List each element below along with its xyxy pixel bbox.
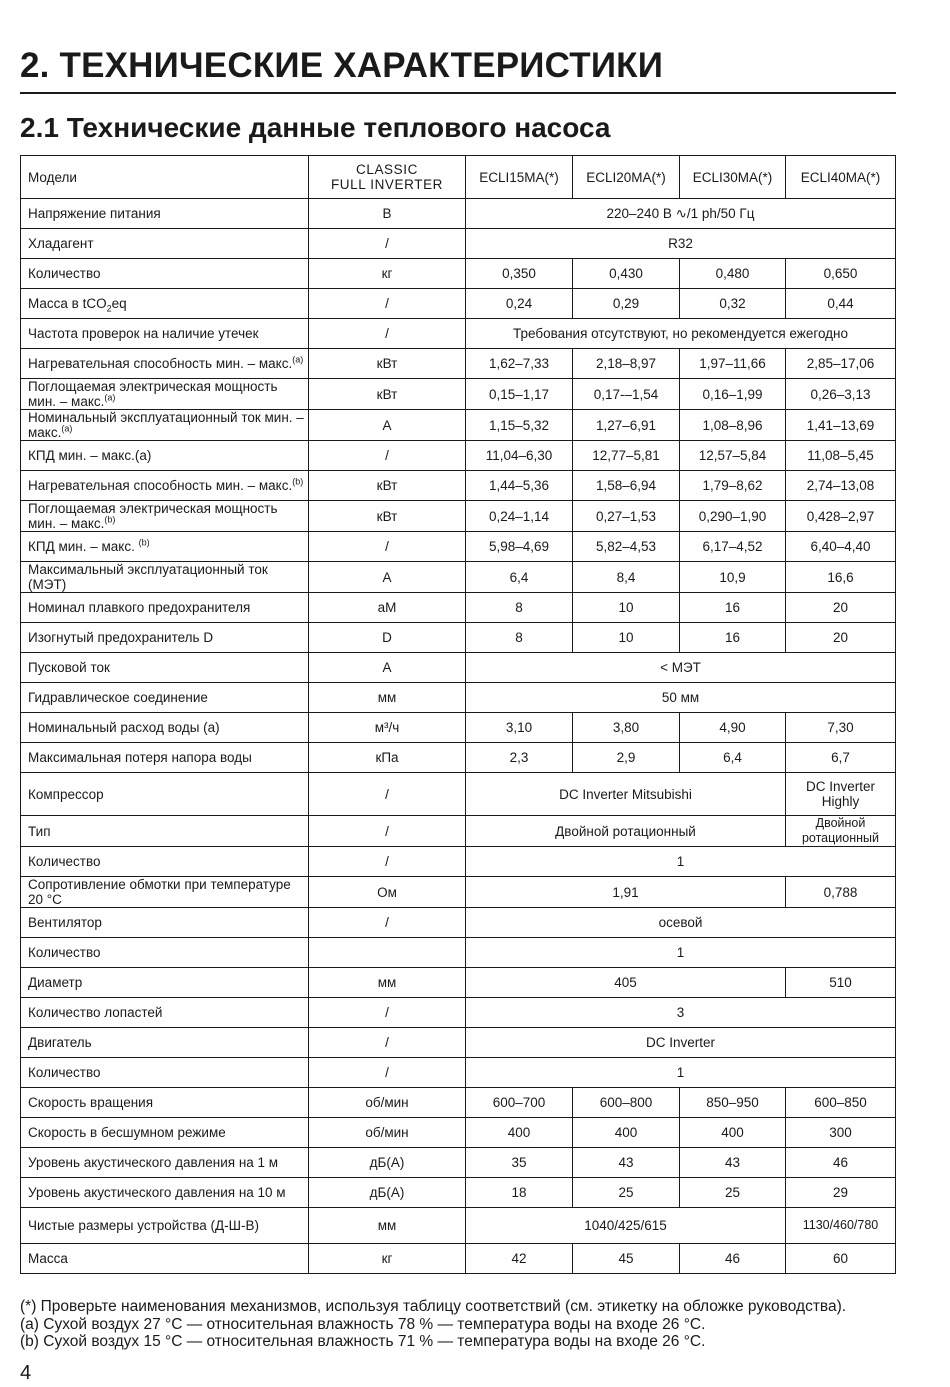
row-label <box>21 319 309 349</box>
row-label <box>21 1118 309 1148</box>
row-unit: / <box>309 908 466 938</box>
row-value: 12,77–5,81 <box>573 441 680 471</box>
row-value: 4,90 <box>680 713 786 743</box>
row-label-text: Масса <box>28 1251 68 1266</box>
table-row-comp-type <box>21 816 896 847</box>
row-label <box>21 773 309 816</box>
row-unit: об/мин <box>309 1088 466 1118</box>
table-header-row <box>21 156 896 199</box>
row-value: 16 <box>680 593 786 623</box>
row-value: 3 <box>466 998 896 1028</box>
table-row-speed <box>21 1088 896 1118</box>
row-value: DC Inverter Highly <box>786 773 896 816</box>
row-value: 1,08–8,96 <box>680 410 786 441</box>
row-unit: / <box>309 532 466 562</box>
row-value: 2,85–17,06 <box>786 349 896 379</box>
row-label <box>21 1058 309 1088</box>
table-row-hydraulic <box>21 683 896 713</box>
table-row-refrigerant <box>21 229 896 259</box>
row-unit: / <box>309 816 466 847</box>
row-label <box>21 562 309 593</box>
row-value: 0,350 <box>466 259 573 289</box>
row-value: 0,428–2,97 <box>786 501 896 532</box>
row-label <box>21 229 309 259</box>
row-label <box>21 349 309 379</box>
row-value: 12,57–5,84 <box>680 441 786 471</box>
row-unit: aM <box>309 593 466 623</box>
row-unit: м³/ч <box>309 713 466 743</box>
row-unit: D <box>309 623 466 653</box>
row-value: 46 <box>786 1148 896 1178</box>
row-value: 0,480 <box>680 259 786 289</box>
header-model-4: ECLI40MA(*) <box>786 156 896 199</box>
header-model-1: ECLI15MA(*) <box>466 156 573 199</box>
table-row-heating-a <box>21 349 896 379</box>
row-label <box>21 713 309 743</box>
row-value: 8 <box>466 593 573 623</box>
row-value: 7,30 <box>786 713 896 743</box>
row-value: 0,24–1,14 <box>466 501 573 532</box>
table-row-noise-10m <box>21 1178 896 1208</box>
row-label-text: Частота проверок на наличие утечек <box>28 326 259 341</box>
row-label <box>21 259 309 289</box>
row-unit: / <box>309 847 466 877</box>
table-row-current-a <box>21 410 896 441</box>
row-value: 2,18–8,97 <box>573 349 680 379</box>
row-value: 300 <box>786 1118 896 1148</box>
row-value: 0,29 <box>573 289 680 319</box>
table-row-compressor <box>21 773 896 816</box>
row-unit: / <box>309 319 466 349</box>
row-value: 10 <box>573 623 680 653</box>
row-value: 1 <box>466 847 896 877</box>
table-row-max-current <box>21 562 896 593</box>
row-value: R32 <box>466 229 896 259</box>
row-unit: кВт <box>309 501 466 532</box>
row-value: 400 <box>466 1118 573 1148</box>
table-row-pressure-loss <box>21 743 896 773</box>
row-value: 3,10 <box>466 713 573 743</box>
row-label-text: КПД мин. – макс. <box>28 539 139 554</box>
row-label-text: Уровень акустического давления на 1 м <box>28 1155 279 1170</box>
header-series-line1: CLASSIC <box>356 162 418 177</box>
row-value: 850–950 <box>680 1088 786 1118</box>
row-label <box>21 410 309 441</box>
table-row-silent-speed <box>21 1118 896 1148</box>
row-value: Двойной ротационный <box>466 816 786 847</box>
row-label-subscript: 2 <box>106 303 112 314</box>
row-unit <box>309 938 466 968</box>
row-value: 0,17-–1,54 <box>573 379 680 410</box>
row-value: 400 <box>680 1118 786 1148</box>
row-unit: дБ(А) <box>309 1148 466 1178</box>
row-label-text: Уровень акустического давления на 10 м <box>28 1185 286 1200</box>
table-row-leak-check <box>21 319 896 349</box>
row-value: 10 <box>573 593 680 623</box>
row-label-text: Диаметр <box>28 975 83 990</box>
header-series <box>309 156 466 199</box>
table-row-heating-b <box>21 471 896 501</box>
table-row-winding <box>21 877 896 908</box>
row-label <box>21 623 309 653</box>
row-value: 42 <box>466 1244 573 1274</box>
table-row-mass <box>21 1244 896 1274</box>
table-row-refrigerant-qty <box>21 259 896 289</box>
row-value: 20 <box>786 593 896 623</box>
header-series-line2: FULL INVERTER <box>330 177 444 192</box>
row-label-footnote-mark: (b) <box>104 514 116 525</box>
row-label-text: Чистые размеры устройства (Д-Ш-В) <box>28 1218 260 1233</box>
row-label-footnote-mark: (a) <box>292 354 304 365</box>
row-value: 43 <box>680 1148 786 1178</box>
row-label-text: Скорость вращения <box>28 1095 154 1110</box>
header-model-2: ECLI20MA(*) <box>573 156 680 199</box>
row-value: DC Inverter Mitsubishi <box>466 773 786 816</box>
row-label <box>21 743 309 773</box>
footnotes <box>20 1298 920 1351</box>
row-value: 43 <box>573 1148 680 1178</box>
row-label-text: Напряжение питания <box>28 206 161 221</box>
row-unit: / <box>309 1028 466 1058</box>
row-label-text: Количество <box>28 1065 101 1080</box>
row-label-text: Скорость в бесшумном режиме <box>28 1125 226 1140</box>
row-label-text: Вентилятор <box>28 915 102 930</box>
row-value: 1 <box>466 1058 896 1088</box>
row-value: 25 <box>680 1178 786 1208</box>
row-value: 1 <box>466 938 896 968</box>
row-label-text: Количество лопастей <box>28 1005 163 1020</box>
row-value: 5,82–4,53 <box>573 532 680 562</box>
row-label-text: Двигатель <box>28 1035 92 1050</box>
row-value: 35 <box>466 1148 573 1178</box>
table-row-start-current <box>21 653 896 683</box>
row-label-text: КПД мин. – макс.(a) <box>28 448 152 463</box>
row-value: 1,15–5,32 <box>466 410 573 441</box>
row-value: 20 <box>786 623 896 653</box>
row-value: 0,650 <box>786 259 896 289</box>
row-value: 16,6 <box>786 562 896 593</box>
row-label <box>21 1208 309 1244</box>
row-value: 11,08–5,45 <box>786 441 896 471</box>
section-title: 2. ТЕХНИЧЕСКИЕ ХАРАКТЕРИСТИКИ <box>20 46 664 85</box>
title-divider <box>20 92 896 94</box>
row-value: 8 <box>466 623 573 653</box>
row-value: 6,7 <box>786 743 896 773</box>
subsection-title: 2.1 Технические данные теплового насоса <box>20 112 611 143</box>
row-value: 1,41–13,69 <box>786 410 896 441</box>
row-label-text: Тип <box>28 823 51 839</box>
row-label-text: Пусковой ток <box>28 660 110 675</box>
row-value: 1130/460/780 <box>786 1208 896 1244</box>
row-value: Двойной ротационный <box>786 816 896 847</box>
header-models-label: Модели <box>21 156 309 199</box>
row-label-text: Гидравлическое соединение <box>28 690 208 705</box>
row-value: 2,3 <box>466 743 573 773</box>
row-unit: мм <box>309 1208 466 1244</box>
row-unit: / <box>309 773 466 816</box>
row-value: 18 <box>466 1178 573 1208</box>
row-label-text: Максимальный эксплуатационный ток (МЭТ) <box>28 562 268 592</box>
table-row-water-flow <box>21 713 896 743</box>
row-unit: / <box>309 441 466 471</box>
row-label-text: Количество <box>28 266 101 281</box>
table-row-fan <box>21 908 896 938</box>
row-unit: кВт <box>309 471 466 501</box>
row-label <box>21 199 309 229</box>
row-label <box>21 877 309 908</box>
row-value: 220–240 В ∿/1 ph/50 Гц <box>466 199 896 229</box>
row-label-footnote-mark: (b) <box>292 476 304 487</box>
row-label <box>21 908 309 938</box>
row-label-footnote-mark: (a) <box>61 423 73 434</box>
page-number: 4 <box>20 1362 32 1384</box>
row-value: 600–850 <box>786 1088 896 1118</box>
row-value: 0,788 <box>786 877 896 908</box>
row-value: 1,58–6,94 <box>573 471 680 501</box>
row-value: 1,91 <box>466 877 786 908</box>
row-value: 400 <box>573 1118 680 1148</box>
row-label-text: Нагревательная способность мин. – макс. <box>28 478 293 493</box>
table-row-noise-1m <box>21 1148 896 1178</box>
row-label-text: Максимальная потеря напора воды <box>28 750 252 765</box>
row-value: 50 мм <box>466 683 896 713</box>
row-label <box>21 1028 309 1058</box>
row-value: 45 <box>573 1244 680 1274</box>
row-label <box>21 289 309 319</box>
row-label-footnote-mark: (b) <box>138 537 150 548</box>
row-value: 6,40–4,40 <box>786 532 896 562</box>
table-row-comp-qty <box>21 847 896 877</box>
row-value: 10,9 <box>680 562 786 593</box>
row-label-text: Изогнутый предохранитель D <box>28 630 214 645</box>
row-value: 6,17–4,52 <box>680 532 786 562</box>
row-value: 1,62–7,33 <box>466 349 573 379</box>
row-unit: об/мин <box>309 1118 466 1148</box>
row-value: Требования отсутствуют, но рекомендуется ежегодно <box>466 319 896 349</box>
row-label-text: Сопротивление обмотки при температуре 20 °C <box>28 877 291 907</box>
row-unit: А <box>309 410 466 441</box>
row-label <box>21 653 309 683</box>
table-row-fan-qty <box>21 938 896 968</box>
row-value: 11,04–6,30 <box>466 441 573 471</box>
row-unit: кПа <box>309 743 466 773</box>
footnote-b: (b) Сухой воздух 15 °C — относительная влажность 71 % — температура воды на входе 26 °C. <box>20 1333 706 1350</box>
row-label-text: Компрессор <box>28 786 104 802</box>
row-label <box>21 816 309 847</box>
row-label-text: Номинал плавкого предохранителя <box>28 600 251 615</box>
table-row-voltage <box>21 199 896 229</box>
row-label <box>21 1178 309 1208</box>
header-model-3: ECLI30MA(*) <box>680 156 786 199</box>
row-label <box>21 471 309 501</box>
table-row-power-b <box>21 501 896 532</box>
table-row-motor <box>21 1028 896 1058</box>
row-value: 1,27–6,91 <box>573 410 680 441</box>
row-label-text: Количество <box>28 945 101 960</box>
row-unit: В <box>309 199 466 229</box>
row-value: 0,24 <box>466 289 573 319</box>
row-value: DC Inverter <box>466 1028 896 1058</box>
row-value: < МЭТ <box>466 653 896 683</box>
table-row-cop-a <box>21 441 896 471</box>
row-unit: Ом <box>309 877 466 908</box>
row-label <box>21 998 309 1028</box>
row-unit: мм <box>309 683 466 713</box>
row-unit: А <box>309 562 466 593</box>
row-value: 1040/425/615 <box>466 1208 786 1244</box>
row-value: 16 <box>680 623 786 653</box>
row-value: 6,4 <box>466 562 573 593</box>
row-value: осевой <box>466 908 896 938</box>
row-value: 1,44–5,36 <box>466 471 573 501</box>
row-value: 2,9 <box>573 743 680 773</box>
row-value: 600–700 <box>466 1088 573 1118</box>
row-value: 2,74–13,08 <box>786 471 896 501</box>
row-value: 0,44 <box>786 289 896 319</box>
row-value: 8,4 <box>573 562 680 593</box>
table-row-motor-qty <box>21 1058 896 1088</box>
row-label-text: Нагревательная способность мин. – макс. <box>28 356 293 371</box>
row-label <box>21 501 309 532</box>
row-value: 510 <box>786 968 896 998</box>
row-label-suffix: eq <box>111 296 127 311</box>
row-value: 5,98–4,69 <box>466 532 573 562</box>
row-label-text: Номинальный эксплуатационный ток мин. – макс. <box>28 410 304 440</box>
row-label <box>21 1244 309 1274</box>
row-value: 1,79–8,62 <box>680 471 786 501</box>
row-value: 0,430 <box>573 259 680 289</box>
row-label-text: Поглощаемая электрическая мощность мин. – макс. <box>28 379 278 409</box>
row-label <box>21 593 309 623</box>
table-row-fuse-rating <box>21 593 896 623</box>
row-unit: / <box>309 229 466 259</box>
row-value: 25 <box>573 1178 680 1208</box>
row-label <box>21 441 309 471</box>
table-row-mass-co2 <box>21 289 896 319</box>
row-label-text: Масса в tCO <box>28 296 107 311</box>
footnote-a: (a) Сухой воздух 27 °C — относительная влажность 78 % — температура воды на входе 26 °C. <box>20 1315 706 1333</box>
row-value: 0,26–3,13 <box>786 379 896 410</box>
row-value: 46 <box>680 1244 786 1274</box>
row-unit: кг <box>309 1244 466 1274</box>
row-label <box>21 968 309 998</box>
row-unit: дБ(А) <box>309 1178 466 1208</box>
table-row-fuse-d <box>21 623 896 653</box>
row-label <box>21 1148 309 1178</box>
row-value: 0,15–1,17 <box>466 379 573 410</box>
row-value: 6,4 <box>680 743 786 773</box>
row-label <box>21 532 309 562</box>
spec-table <box>20 155 896 1274</box>
row-label <box>21 683 309 713</box>
row-unit: / <box>309 998 466 1028</box>
row-value: 29 <box>786 1178 896 1208</box>
row-label-text: Хладагент <box>28 236 94 251</box>
row-label <box>21 938 309 968</box>
row-unit: кВт <box>309 349 466 379</box>
row-value: 60 <box>786 1244 896 1274</box>
row-unit: / <box>309 289 466 319</box>
row-label <box>21 379 309 410</box>
row-value: 600–800 <box>573 1088 680 1118</box>
table-row-cop-b <box>21 532 896 562</box>
row-value: 0,290–1,90 <box>680 501 786 532</box>
row-label-footnote-mark: (a) <box>104 392 116 403</box>
footnote-models: (*) Проверьте наименования механизмов, используя таблицу соответствий (см. этикетку на обложке руководства). <box>20 1298 847 1315</box>
row-label-text: Количество <box>28 854 101 869</box>
row-unit: мм <box>309 968 466 998</box>
table-row-power-a <box>21 379 896 410</box>
row-label-text: Номинальный расход воды (а) <box>28 720 220 735</box>
row-value: 0,27–1,53 <box>573 501 680 532</box>
table-row-blades <box>21 998 896 1028</box>
row-unit: кВт <box>309 379 466 410</box>
row-label <box>21 847 309 877</box>
row-label <box>21 1088 309 1118</box>
row-value: 1,97–11,66 <box>680 349 786 379</box>
row-unit: / <box>309 1058 466 1088</box>
row-label-text: Поглощаемая электрическая мощность мин. – макс. <box>28 501 278 531</box>
row-unit: А <box>309 653 466 683</box>
row-value: 405 <box>466 968 786 998</box>
table-row-dimensions <box>21 1208 896 1244</box>
row-value: 0,32 <box>680 289 786 319</box>
table-row-diameter <box>21 968 896 998</box>
row-value: 0,16–1,99 <box>680 379 786 410</box>
row-unit: кг <box>309 259 466 289</box>
row-value: 3,80 <box>573 713 680 743</box>
